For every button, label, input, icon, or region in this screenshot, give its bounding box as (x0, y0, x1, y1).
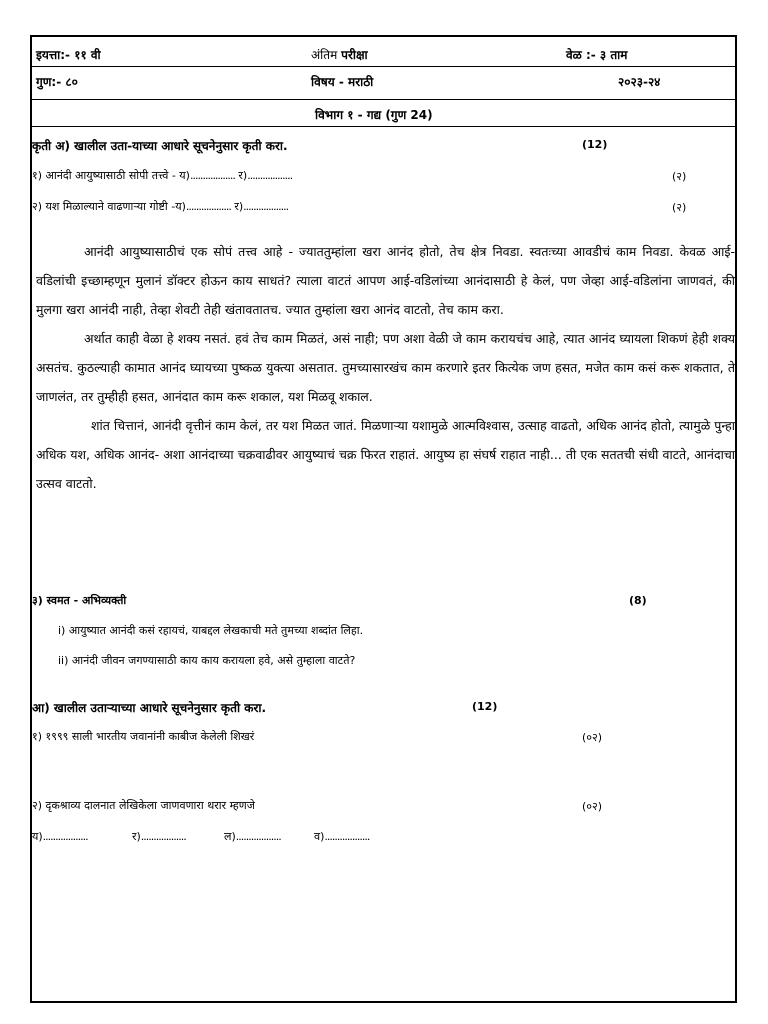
year-label: २०२३-२४ (618, 75, 661, 89)
activity-b-question-2: २) दृकश्राव्य दालनात लेखिकेला जाणवणारा थरार म्हणजे (32, 799, 255, 812)
passage-paragraph-2: अर्थात काही वेळा हे शक्य नसतं. हवं तेच काम मिळतं, असं नाही; पण अशा वेळी जे काम करायचंच आहे, त्यात आनंद घ्यायला शिकणं हेही शक्य असतंच. कुठल्याही कामात आनंद घ्यायच्या पुष्कळ युक्त्या असतात. तुमच्यासारखंच काम करणारे इतर कित्येक जण हसत, मजेत काम कसं करू शकतात, ते जाणलंत, तर तुम्हीही हसत, आनंदात काम करू शकाल, यश मिळवू शकाल. (36, 331, 735, 404)
opinion-title: ३) स्वमत - अभिव्यक्ती (32, 594, 127, 607)
passage-paragraph-1: आनंदी आयुष्यासाठीचं एक सोपं तत्त्व आहे - ज्याततुम्हांला खरा आनंद होतो, तेच क्षेत्र निवडा. स्वतःच्या आवडीचं काम निवडा. केवळ आई-वडिलांची इच्छाम्हणून मुलानं डॉक्टर होऊन काय साधतं? त्याला वाटतं आपण आई-वडिलांच्या आनंदासाठी हे केलं, पण जेव्हा आई-वडिलांना जाणवतं, की मुलगा खरा आनंदी नाही, तेव्हा शेवटी तेही खंतावतातच. ज्यात तुम्हांला खरा आनंद वाटतो, तेच काम करा. (36, 244, 735, 317)
option-y: य).................. (32, 830, 88, 843)
answer-blank[interactable]: .................. (247, 169, 293, 182)
activity-a-q1-marks: (२) (672, 170, 687, 183)
exam-label: परीक्षा (341, 48, 368, 62)
header-divider-2 (32, 99, 735, 100)
section-divider (32, 126, 735, 127)
exam-title (311, 46, 368, 63)
passage-paragraph-3: शांत चित्तानं, आनंदी वृत्तीनं काम केलं, तर यश मिळत जातं. मिळणाऱ्या यशामुळे आत्मविश्वास, उत्साह वाढतो, अधिक आनंद होतो, त्यामुळे पुन्हा अधिक यश, अधिक आनंद- अशा आनंदाच्या चक्रवाढीवर आयुष्याचं चक्र फिरत राहातं. आयुष्य हा संघर्ष राहात नाही... ती एक सततची संधी वाटते, आनंदाचा उत्सव वाटतो. (36, 418, 735, 491)
time-label: वेळ :- ३ ताम (566, 48, 628, 62)
option-v: व).................. (314, 830, 370, 843)
passage (32, 237, 739, 498)
answer-blank[interactable]: .................. (243, 200, 289, 213)
answer-blank[interactable]: .................. (189, 169, 235, 182)
answer-blank[interactable]: .................. (235, 830, 281, 843)
exam-sheet (30, 35, 737, 1003)
header-divider-1 (32, 66, 735, 67)
activity-b-q2-marks: (०२) (582, 800, 603, 813)
opinion-question-2: ii) आनंदी जीवन जगण्यासाठी काय काय करायला हवे, असे तुम्हाला वाटते? (58, 654, 356, 667)
activity-b-q1-marks: (०२) (582, 731, 603, 744)
opinion-marks: (8) (629, 594, 647, 607)
marks-label: गुण:- ८० (36, 75, 78, 89)
answer-blank[interactable]: .................. (42, 830, 88, 843)
option-l: ल).................. (224, 830, 281, 843)
activity-a-title: कृती अ) खालील उता-याच्या आधारे सूचनेनुसार कृती करा. (32, 139, 288, 153)
exam-prefix: अंतिम (311, 48, 338, 62)
answer-blank[interactable]: .................. (140, 830, 186, 843)
activity-b-title: आ) खालील उताऱ्याच्या आधारे सूचनेनुसार कृती करा. (32, 701, 267, 715)
activity-a-question-2: २) यश मिळाल्याने वाढणाऱ्या गोष्टी -य).................. र).................. (32, 200, 289, 213)
activity-a-q2-marks: (२) (672, 201, 687, 214)
activity-b-question-1: १) १९९९ साली भारतीय जवानांनी काबीज केलेली शिखरं (32, 730, 255, 743)
answer-blank[interactable]: .................. (185, 200, 231, 213)
activity-b-marks: (12) (472, 700, 498, 713)
option-r: र).................. (132, 830, 186, 843)
section-title: विभाग १ - गद्य (गुण 24) (315, 108, 433, 122)
activity-a-marks: (12) (582, 138, 608, 151)
opinion-question-1: i) आयुष्यात आनंदी कसं रहायचं, याबद्दल लेखकाची मते तुमच्या शब्दांत लिहा. (58, 624, 364, 637)
answer-blank[interactable]: .................. (324, 830, 370, 843)
activity-a-question-1: १) आनंदी आयुष्यासाठी सोपी तत्त्वे - य).................. र).................. (32, 169, 293, 182)
subject-label: विषय - मराठी (311, 75, 374, 89)
class-label: इयत्ता:- ११ वी (36, 48, 101, 62)
